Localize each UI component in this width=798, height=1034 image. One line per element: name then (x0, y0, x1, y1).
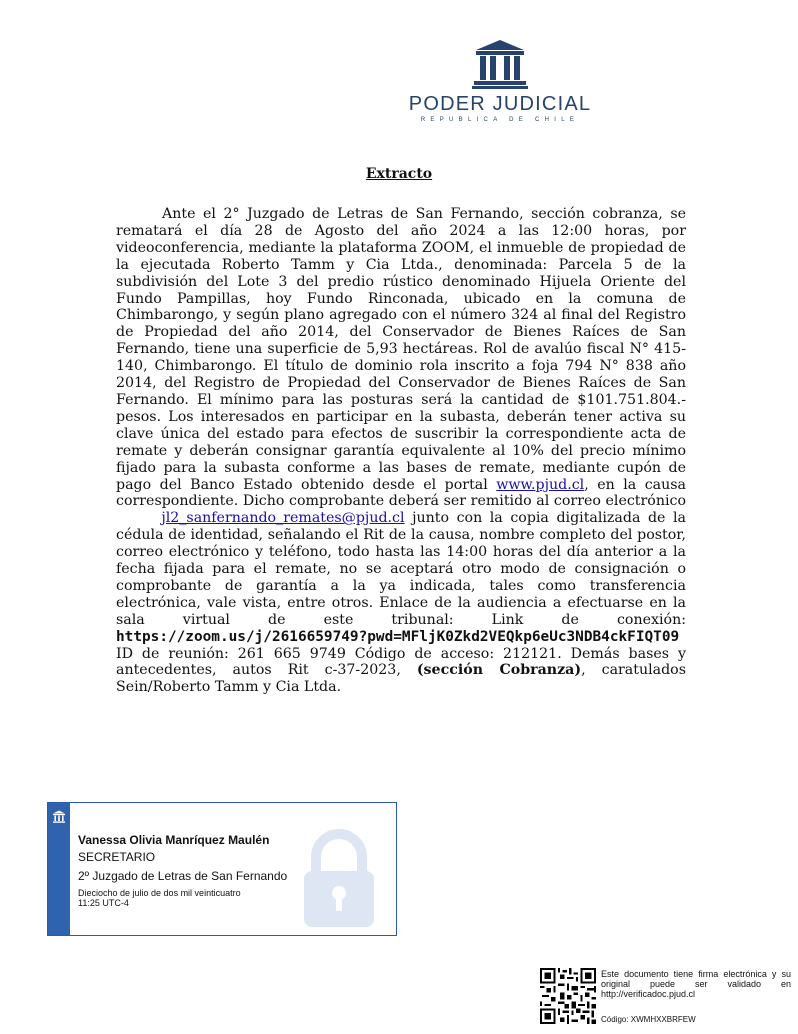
text-segment-4: ID de reunión: 261 665 9749 Código de acceso: 212121. Demás bases y antecedentes, autos Rit c-37-2023, (116, 645, 686, 679)
qr-code-icon[interactable] (540, 968, 596, 1024)
document-title: Extracto (365, 166, 433, 182)
courthouse-icon (52, 810, 66, 824)
extract-paragraph (116, 206, 686, 696)
logo-wordmark: PODER JUDICIAL (408, 93, 592, 115)
electronic-signature-box (47, 802, 397, 936)
verification-code: Código: XWMHXXBRFEW (601, 1015, 696, 1024)
lock-watermark-icon (298, 827, 380, 931)
signer-name: Vanessa Olivia Manríquez Maulén (78, 833, 270, 847)
verification-notice: Este documento tiene firma electrónica y su original puede ser validado en http://verificadoc.pjud.cl (601, 969, 791, 999)
section-bold: (sección Cobranza) (416, 662, 582, 679)
signer-court: 2º Juzgado de Letras de San Fernando (78, 869, 288, 883)
signer-role: SECRETARIO (78, 850, 156, 864)
portal-link[interactable]: www.pjud.cl (496, 476, 585, 493)
text-segment-1: Ante el 2° Juzgado de Letras de San Fernando, sección cobranza, se rematará el día 28 de Agosto del año 2024 a las 12:00 horas, por videoconferencia, mediante la plataforma ZOOM, el inmueble de propiedad de la ejecutada Roberto Tamm y Cia Ltda., denominada: Parcela 5 de la subdivisión del Lote 3 del predio rústico denominado Hijuela Oriente del Fundo Pampillas, hoy Fundo Rinconada, ubicado en la comuna de Chimbarongo, y según plano agregado con el número 324 al final del Registro de Propiedad del año 2014, del Conservador de Bienes Raíces de San Fernando, tiene una superficie de 5,93 hectáreas. Rol de avalúo fiscal N° 415-140, Chimbarongo. El título de dominio rola inscrito a foja 794 N° 838 año 2014, del Registro de Propiedad del Conservador de Bienes Raíces de San Fernando. El mínimo para las posturas será la cantidad de $101.751.804.- pesos. Los interesados en participar en la subasta, deberán tener activa su clave única del estado para efectos de suscribir la correspondiente acta de remate y deberán consignar garantía equivalente al 10% del precio mínimo fijado para la subasta conforme a las bases de remate, mediante cupón de pago del Banco Estado obtenido desde el portal (116, 206, 686, 493)
text-segment-5: , caratulados Sein/Roberto Tamm y Cia Ltda. (116, 662, 687, 696)
text-segment-2: , en la causa correspondiente. Dicho comprobante deberá ser remitido al correo electrónico (116, 476, 686, 510)
signature-side-bar (48, 803, 70, 935)
poder-judicial-logo (398, 38, 602, 128)
signature-date (78, 888, 241, 908)
email-link[interactable]: jl2_sanfernando_remates@pjud.cl (161, 510, 405, 527)
signature-time: 11:25 UTC-4 (78, 898, 129, 908)
courthouse-icon (470, 38, 530, 90)
document-body (116, 206, 686, 696)
signature-date-text: Dieciocho de julio de dos mil veinticuatro (78, 888, 241, 898)
text-segment-3: junto con la copia digitalizada de la cédula de identidad, señalando el Rit de la causa, nombre completo del postor, correo electrónico y teléfono, todo hasta las 14:00 horas del día anterior a la fecha fijada para el remate, no se aceptará otro modo de consignación o comprobante de garantía a la ya indicada, tales como transferencia electrónica, vale vista, entre otros. Enlace de la audiencia a efectuarse en la sala virtual de este tribunal: Link de conexión: (116, 510, 686, 628)
logo-subtitle: REPUBLICA DE CHILE (420, 117, 580, 123)
zoom-link[interactable]: https://zoom.us/j/2616659749?pwd=MFljK0Zkd2VEQkp6eUc3NDB4ckFIQT09 (116, 628, 680, 645)
